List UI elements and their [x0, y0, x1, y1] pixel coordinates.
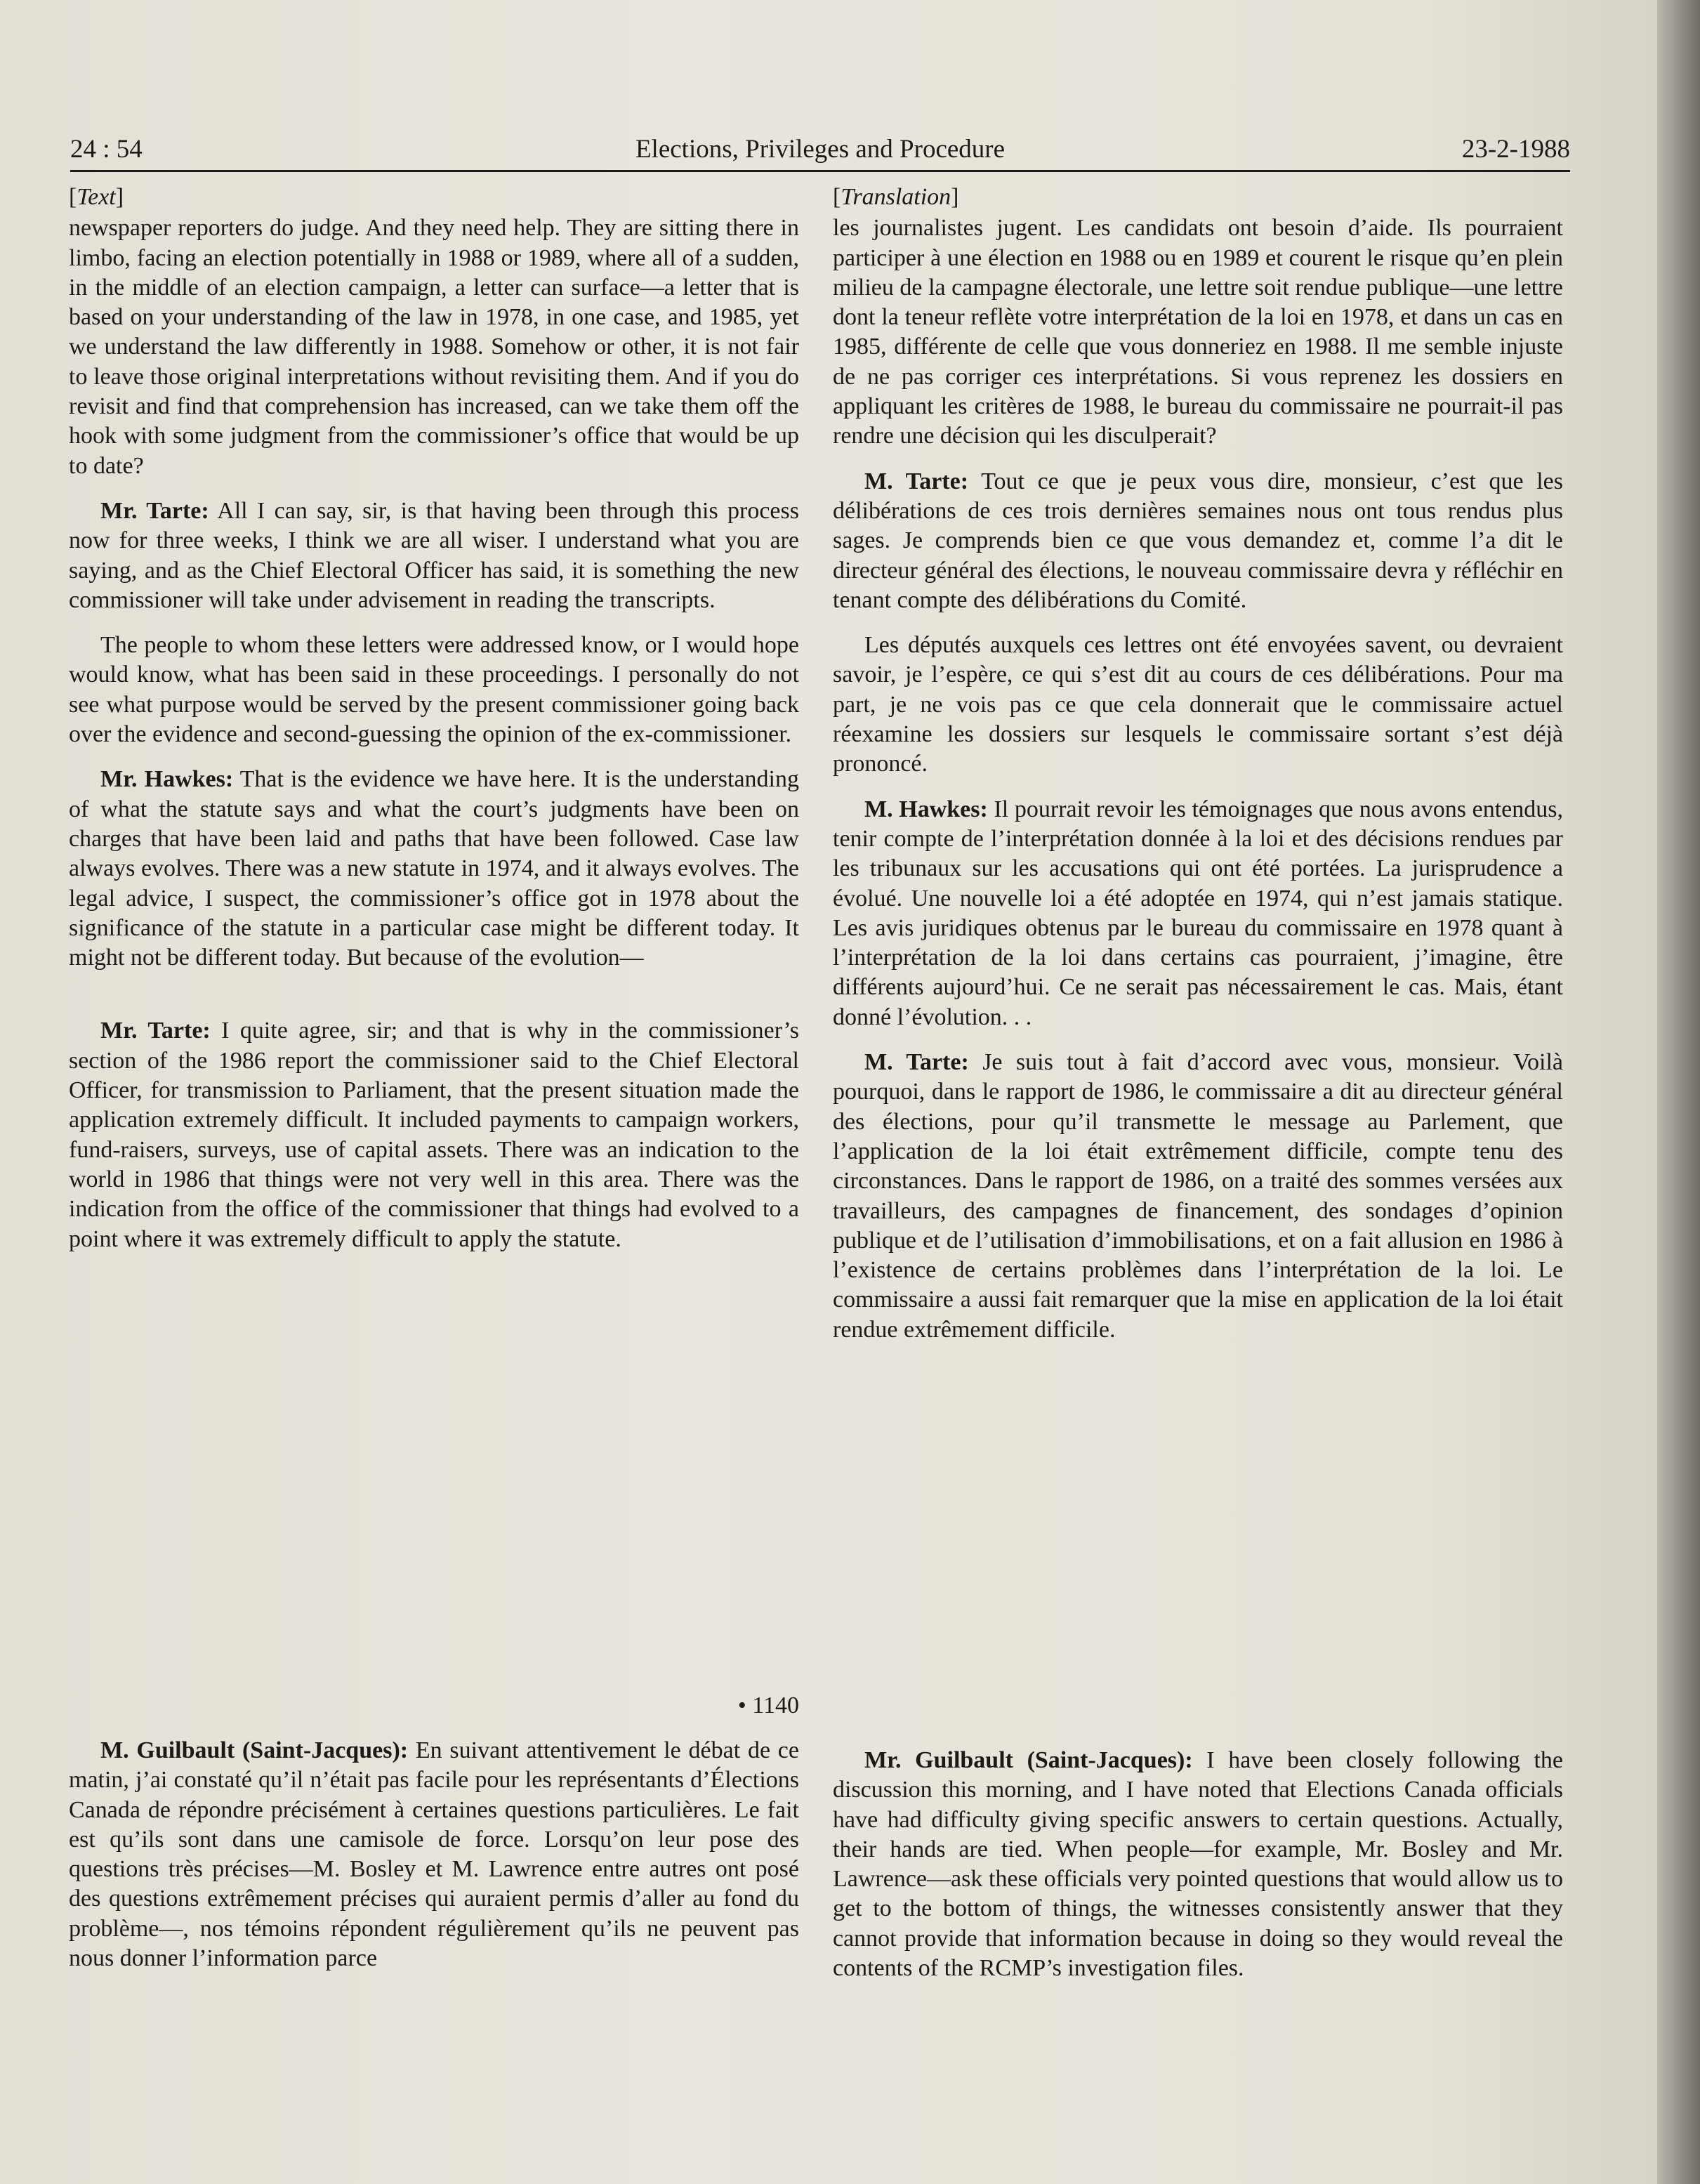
paragraph — [69, 631, 799, 749]
right-column — [833, 183, 1563, 1360]
paragraph-text: Tout ce que je peux vous dire, monsieur, c’est que les délibérations de ces trois dernières semaines nous ont tous rendus plus sages. Je comprends bien ce que vous demandez et, comme l’a dit le directeur général des élections, le nouveau commissaire devra y réfléchir en tenant compte des délibérations du Comité. — [833, 468, 1563, 613]
paragraph-text: Les députés auxquels ces lettres ont été envoyées savent, ou devraient savoir, je l’espère, ce qui s’est dit au cours de ces délibérations. Pour ma part, je ne vois pas ce que cela donnerait que le commissaire actuel réexamine les dossiers sur lesquels le commissaire sortant s’est déjà prononcé. — [833, 632, 1563, 777]
speaker-name: Mr. Hawkes: — [100, 766, 234, 793]
paragraph-text: That is the evidence we have here. It is the understanding of what the statute says and what the court’s judgments have been on charges that have been laid and paths that have been followed. Case law always evolves. There was a new statute in 1974, and it always evolves. The legal advice, I suspect, the commissioner’s office got in 1978 about the significance of the statute in a particular case might be different today. It might not be different today. But because of the evolution— — [69, 766, 799, 971]
time-marker: • 1140 — [737, 1692, 799, 1718]
column-label: [Translation] — [833, 184, 959, 210]
page-number: 24 : 54 — [70, 135, 143, 164]
paragraph — [833, 467, 1563, 615]
column-label: [Text] — [69, 184, 124, 210]
paragraph-text: newspaper reporters do judge. And they need help. They are sitting there in limbo, facing an election potentially in 1988 or 1989, where all of a sudden, in the middle of an election campaign, a letter can surface—a letter that is based on your understanding of the law in 1978, in one case, and 1985, yet we understand the law differently in 1988. Somehow or other, it is not fair to leave those original interpretations without revisiting them. And if you do revisit and find that comprehension has increased, can we take them off the hook with some judgment from the commissioner’s office that would be up to date? — [69, 215, 799, 479]
speaker-name: Mr. Tarte: — [100, 1018, 211, 1044]
paragraph-text: I have been closely following the discussion this morning, and I have noted that Elections Canada officials have had difficulty giving specific answers to certain questions. Actually, their hands are tied. When people—for example, Mr. Bosley and Mr. Lawrence—ask these officials very pointed questions that would allow us to get to the bottom of things, the witnesses consistently answer that they cannot provide that information because in doing so they would reveal the contents of the RCMP’s investigation files. — [833, 1747, 1563, 1982]
speaker-name: M. Hawkes: — [864, 796, 988, 822]
paragraph-text: Il pourrait revoir les témoignages que nous avons entendus, tenir compte de l’interprétation donnée à la loi et des décisions rendues par les tribunaux sur les accusations qui ont été portées. La jurisprudence a évolué. Une nouvelle loi a été adoptée en 1974, qui n’est jamais statique. Les avis juridiques obtenus par le bureau du commissaire en 1978 quant à l’interprétation de la loi dans certains cas pourraient, j’imagine, être différents aujourd’hui. Ce ne serait pas nécessairement le cas. Mais, étant donné l’évolution. . . — [833, 796, 1563, 1030]
paragraph-text: En suivant attentivement le débat de ce matin, j’ai constaté qu’il n’était pas facile pour les représentants d’Élections Canada de répondre précisément à certaines questions particulières. Le fait est qu’ils sont dans une camisole de force. Lorsqu’on leur pose des questions très précises—M. Bosley et M. Lawrence entre autres ont posé des questions extrêmement précises qui auraient permis d’aller au fond du problème—, nos témoins répondent régulièrement qu’ils ne peuvent pas nous donner l’information parce — [69, 1737, 799, 1972]
paragraph — [833, 1048, 1563, 1345]
speaker-name: M. Guilbault (Saint-Jacques): — [100, 1737, 409, 1763]
paragraph-text: les journalistes jugent. Les candidats ont besoin d’aide. Ils pourraient participer à une élection en 1988 ou en 1989 et courent le risque qu’en plein milieu de la campagne électorale, une lettre soit rendue publique—une lettre dont la teneur reflète votre interprétation de la loi en 1978, et dans un cas en 1985, différente de celle que vous donneriez en 1988. Il me semble injuste de ne pas corriger ces interprétations. Si vous reprenez les dossiers en appliquant les critères de 1988, le bureau du commissaire ne pourrait-il pas rendre une décision qui les disculperait? — [833, 215, 1563, 449]
running-header — [70, 121, 1570, 172]
paragraph-text: The people to whom these letters were addressed know, or I would hope would know, what has been said in these proceedings. I personally do not see what purpose would be served by the present commissioner going back over the evidence and second-guessing the opinion of the ex-commissioner. — [69, 632, 799, 748]
paragraph — [833, 795, 1563, 1032]
paragraph — [69, 496, 799, 615]
paragraph — [69, 1736, 799, 1973]
speaker-name: Mr. Tarte: — [100, 497, 209, 524]
speaker-name: M. Tarte: — [864, 1049, 969, 1076]
paragraph — [69, 765, 799, 973]
paragraph — [69, 1016, 799, 1254]
header-date: 23-2-1988 — [1461, 135, 1570, 164]
left-column-continued — [69, 1736, 799, 1989]
paragraph-text: Je suis tout à fait d’accord avec vous, monsieur. Voilà pourquoi, dans le rapport de 1986, le commissaire a dit au directeur général des élections, pour qu’il transmette le message au Parlement, que l’application de la loi était extrêmement difficile, compte tenu des circonstances. Dans le rapport de 1986, on a traité des sommes versées aux travailleurs, des campagnes de financement, des sondages d’opinion publique et de l’utilisation d’immobilisations, et on a fait allusion en 1986 à l’existence de certains problèmes dans l’interprétation de la loi. Le commissaire a aussi fait remarquer que la mise en application de la loi était rendue extrêmement difficile. — [833, 1049, 1564, 1343]
paragraph — [833, 1746, 1563, 1983]
page-binding-shadow — [1657, 0, 1700, 2184]
speaker-name: Mr. Guilbault (Saint-Jacques): — [864, 1747, 1193, 1773]
publication-title: Elections, Privileges and Procedure — [635, 135, 1006, 164]
right-column-continued — [833, 1746, 1563, 1999]
paragraph — [833, 631, 1563, 779]
paragraph-text: All I can say, sir, is that having been through this process now for three weeks, I think we are all wiser. I understand what you are saying, and as the Chief Electoral Officer has said, it is something the new commissioner will take under advisement in reading the transcripts. — [69, 497, 799, 613]
paragraph — [833, 213, 1563, 451]
left-column — [69, 183, 799, 1270]
speaker-name: M. Tarte: — [864, 468, 969, 494]
paragraph-text: I quite agree, sir; and that is why in the commissioner’s section of the 1986 report the commissioner said to the Chief Electoral Officer, for transmission to Parliament, that the present situation made the application extremely difficult. It included payments to campaign workers, fund-raisers, surveys, use of capital assets. There was an indication to the world in 1986 that things were not very well in this area. There was the indication from the office of the commissioner that things had evolved to a point where it was extremely difficult to apply the statute. — [69, 1018, 799, 1252]
paragraph — [69, 213, 799, 481]
